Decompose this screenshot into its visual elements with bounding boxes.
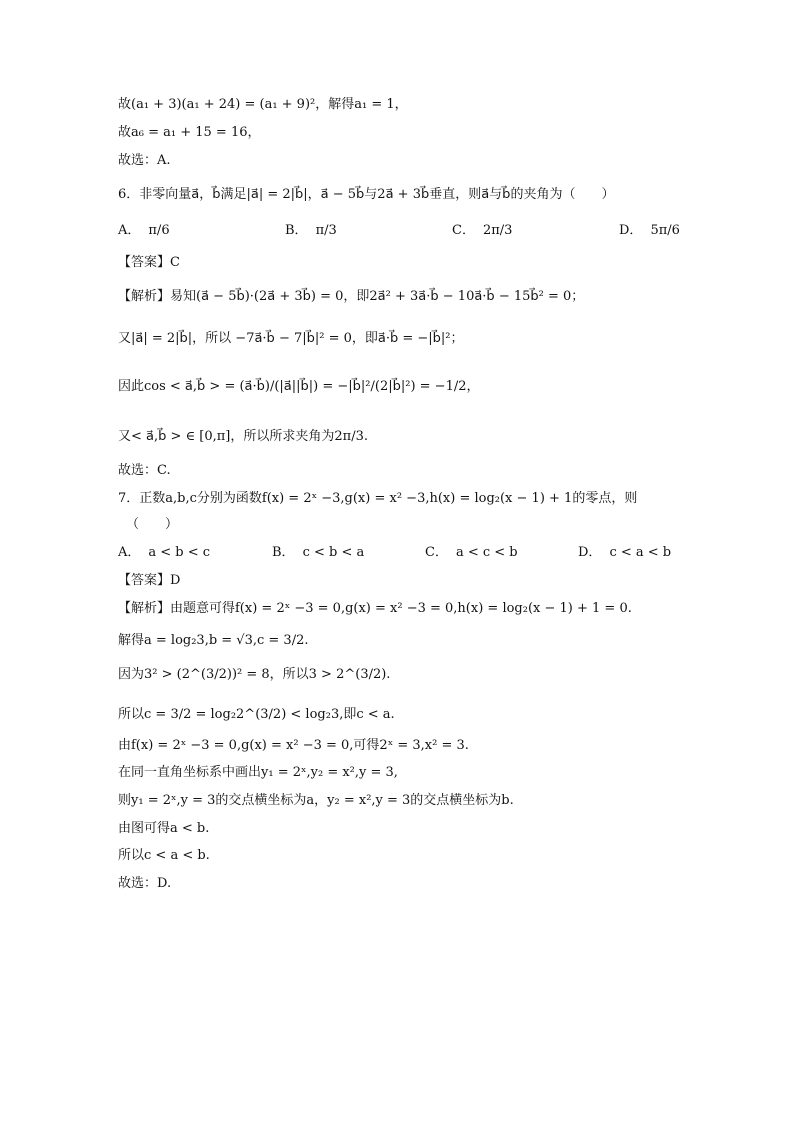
question-6-stem: 6．非零向量a⃗，b⃗满足|a⃗| = 2|b⃗|，a⃗ − 5b⃗与2a⃗ + 3b⃗垂直，则a⃗与b⃗的夹角为（ ） [118,187,615,202]
option-b: B． π/3 [285,223,337,238]
analysis-line: 【解析】由题意可得f(x) = 2ˣ −3 = 0,g(x) = x² −3 = 0,h(x) = log₂(x − 1) + 1 = 0. [118,601,632,616]
answer-label: 【答案】C [118,255,180,270]
option-d: D． 5π/6 [619,223,680,238]
analysis-line: 由图可得a < b. [118,821,210,836]
analysis-line: 则y₁ = 2ˣ,y = 3的交点横坐标为a，y₂ = x²,y = 3的交点横坐标为b. [118,793,514,808]
analysis-line: 又|a⃗| = 2|b⃗|，所以 −7a⃗·b⃗ − 7|b⃗|² = 0，即a⃗·b⃗ = −|b⃗|²； [118,331,464,346]
analysis-line: 由f(x) = 2ˣ −3 = 0,g(x) = x² −3 = 0,可得2ˣ = 3,x² = 3. [118,738,469,753]
analysis-line: 又< a⃗,b⃗ > ∈ [0,π]，所以所求夹角为2π/3. [118,429,368,444]
option-a: A． a < b < c [118,545,211,560]
question-7-stem: 7．正数a,b,c分别为函数f(x) = 2ˣ −3,g(x) = x² −3,h(x) = log₂(x − 1) + 1的零点，则 [118,491,638,506]
analysis-line: 所以c = 3/2 = log₂2^(3/2) < log₂3,即c < a. [118,707,395,722]
option-a: A． π/6 [118,223,170,238]
solution-conclusion: 故选：D. [118,876,172,891]
answer-label: 【答案】D [118,573,181,588]
option-c: C． 2π/3 [452,223,513,238]
solution-conclusion: 故选：A. [118,153,171,168]
solution-line: 故(a₁ + 3)(a₁ + 24) = (a₁ + 9)²，解得a₁ = 1， [118,97,408,112]
analysis-line: 在同一直角坐标系中画出y₁ = 2ˣ,y₂ = x²,y = 3, [118,765,398,780]
analysis-line: 因此cos < a⃗,b⃗ > = (a⃗·b⃗)/(|a⃗||b⃗|) = −|b⃗|²/(2|b⃗|²) = −1/2， [118,379,480,394]
analysis-line: 所以c < a < b. [118,848,210,863]
solution-conclusion: 故选：C. [118,463,171,478]
analysis-line: 解得a = log₂3,b = √3,c = 3/2. [118,633,309,648]
option-d: D． c < a < b [578,545,672,560]
solution-line: 故a₆ = a₁ + 15 = 16， [118,125,261,140]
question-7-paren: （ ） [126,517,179,532]
option-b: B． c < b < a [272,545,365,560]
analysis-line: 因为3² > (2^(3/2))² = 8，所以3 > 2^(3/2). [118,667,391,682]
option-c: C． a < c < b [425,545,518,560]
analysis-line: 【解析】易知(a⃗ − 5b⃗)·(2a⃗ + 3b⃗) = 0，即2a⃗² + 3a⃗·b⃗ − 10a⃗·b⃗ − 15b⃗² = 0； [118,289,585,304]
